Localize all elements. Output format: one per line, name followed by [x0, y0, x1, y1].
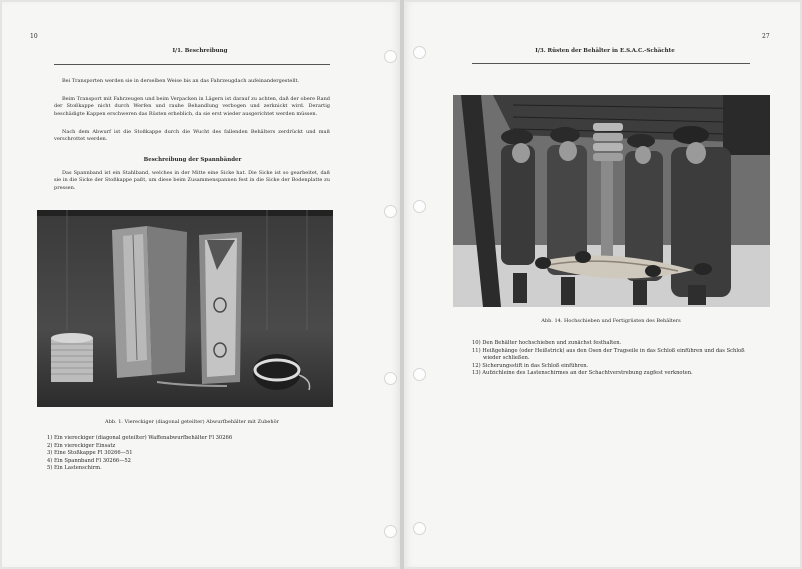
punch-hole: [384, 525, 397, 538]
punch-hole: [413, 522, 426, 535]
body-paragraph: Nach dem Abwurf ist die Stoßkappe durch die Wucht des fallenden Behälters zerdrückt und muß verschrottet werden.: [54, 129, 330, 143]
page-number-right: 27: [762, 33, 770, 40]
punch-hole: [384, 372, 397, 385]
punch-hole: [384, 205, 397, 218]
figure-caption: Abb. 14. Hochschieben und Fertigrüsten des Behälters: [541, 318, 681, 324]
list-item: 4) Ein Spannband Fl 30266—52: [47, 457, 131, 464]
body-paragraph: Bei Transporten werden sie in derselben Weise bis an das Fahrzeugdach aufeinandergestellt.: [62, 78, 300, 84]
punch-hole: [384, 50, 397, 63]
figure-caption: Abb. 1. Viereckiger (diagonal geteilter) Abwurfbehälter mit Zubehör: [105, 419, 279, 425]
list-item: 13) Aufzichleine des Lastenschirmes an der Schachtverstrebung zugfest verknoten.: [472, 370, 693, 377]
figure-14-photo: [453, 95, 770, 307]
section-subheading: Beschreibung der Spannbänder: [143, 157, 242, 163]
header-rule-right: [472, 63, 750, 64]
list-item: 2) Ein viereckiger Einsatz: [47, 442, 116, 449]
figure-1-photo: [37, 210, 333, 407]
running-head-right: I/3. Rüsten der Behälter in E.S.A.C.-Schächte: [535, 48, 675, 54]
body-paragraph: Das Spannband ist ein Stahlband, welches in der Mitte eine Sicke hat. Die Sicke ist so gearbeitet, daß sie in die Sicke der Stoßkappe paßt, um diese beim Zusammenspannen fest in die Sicke der Bodenplatte zu pressen.: [54, 170, 330, 191]
contents-list: [47, 435, 232, 473]
body-paragraph: Beim Transport mit Fahrzeugen und beim Verpacken in Lägern ist darauf zu achten, daß der obere Rand der Stoßkappe nicht durch Werfen und rauhe Behandlung verbogen und zerknickt wird. Derartig beschädigte Kappen erschweren das Rüsten erheblich, da sie erst wieder ausgerichtet werden müssen.: [54, 96, 330, 117]
list-item: 5) Ein Lastenschirm.: [47, 465, 102, 472]
list-item: 1) Ein viereckiger (diagonal geteilter) Waffenabwurfbehälter Fl 30266: [47, 435, 233, 441]
list-item: 12) Sicherungsstift in das Schloß einführen.: [472, 362, 589, 369]
punch-hole: [413, 368, 426, 381]
page-number-left: 10: [30, 33, 38, 40]
procedure-steps: [472, 340, 760, 378]
list-item: 3) Eine Stoßkappe Fl 30266—51: [47, 450, 133, 457]
punch-hole: [413, 46, 426, 59]
running-head-left: I/1. Beschreibung: [172, 48, 228, 54]
header-rule-left: [54, 64, 330, 65]
book-gutter: [400, 0, 404, 569]
list-item: 10) Den Behälter hochschieben und zunächst festhalten.: [472, 340, 622, 346]
punch-hole: [413, 200, 426, 213]
list-item: 11) Heißgehänge (oder Heißstrick) aus den Osen der Tragseile in das Schloß einführen und das Schloß wieder schließen.: [472, 347, 745, 362]
